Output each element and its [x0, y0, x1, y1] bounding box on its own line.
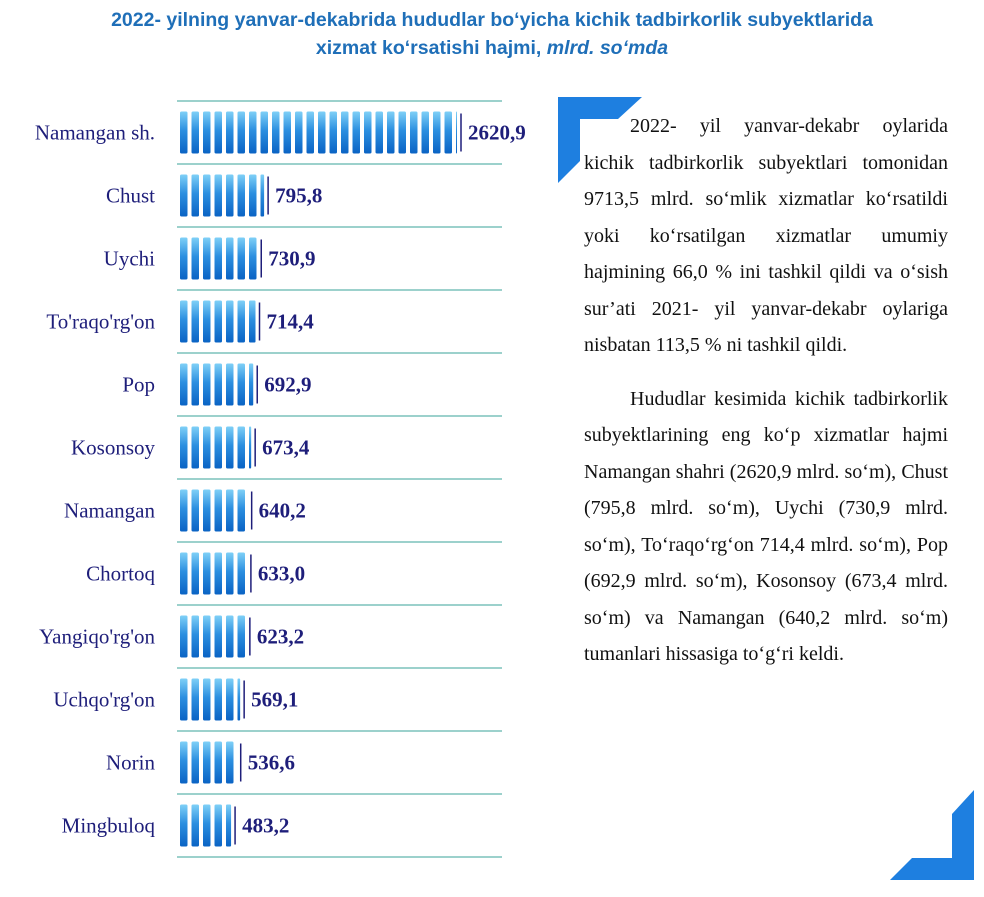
bar-segment [180, 427, 188, 469]
bar-segment [192, 364, 200, 406]
category-label: To'raqo'rg'on [46, 309, 155, 334]
bar-segment [215, 742, 223, 784]
corner-accent-bottom-right [890, 790, 976, 882]
bar-segment [226, 238, 234, 280]
category-labels [35, 121, 156, 838]
bar-segment [307, 112, 315, 154]
value-label: 730,9 [268, 246, 316, 271]
bar-segment [180, 616, 188, 658]
bar [180, 238, 261, 280]
bar-segment [330, 112, 338, 154]
bar-segment [284, 112, 292, 154]
bar-segment [192, 238, 200, 280]
value-label: 623,2 [256, 624, 305, 649]
bar-segment [249, 301, 256, 343]
bar-segment [238, 175, 246, 217]
bar-segment [226, 616, 234, 658]
bar-segment [192, 427, 200, 469]
paragraph-regions: Hududlar kesimida kichik tadbirkorlik subyektlarining eng ko‘p xizmatlar hajmi Namangan shahri (2620,9 mlrd. so‘m), Chust (795,8 mlrd. so‘m), Uychi (730,9 mlrd. so‘m), To‘raqo‘rg‘on 714,4 mlrd. so‘m), Pop (692,9 mlrd. so‘m), Kosonsoy (673,4 mlrd. so‘m) va Namangan (640,2 mlrd. so‘m) tumanlari hissasiga to‘g‘ri keldi. [584, 387, 948, 665]
bar-segment [215, 553, 223, 595]
value-label: 673,4 [262, 435, 310, 460]
bar-segment [180, 175, 188, 217]
bar-segment [180, 805, 188, 847]
bar-segment [203, 616, 211, 658]
bar-segment [215, 679, 223, 721]
value-label: 2620,9 [468, 120, 526, 145]
bar [180, 679, 244, 721]
bar-segment [192, 679, 200, 721]
bar-segment [215, 427, 223, 469]
value-label: 536,6 [247, 750, 295, 775]
paragraph-summary: 2022- yil yanvar-dekabr oylarida kichik tadbirkorlik subyektlari tomonidan 9713,5 mlrd. so‘mlik xizmatlar ko‘rsatildi yoki ko‘rsatilgan xizmatlar umumiy hajmining 66,0 % ini tashkil qildi va o‘sish sur’ati 2021- yil yanvar-dekabr oylariga nisbatan 113,5 % ni tashkil qildi. [584, 115, 948, 356]
bar-segment [203, 175, 211, 217]
bar [180, 616, 250, 658]
bar [180, 742, 241, 784]
bar-segment [238, 364, 246, 406]
bar-segment [203, 553, 211, 595]
title-unit: mlrd. so‘mda [546, 37, 669, 59]
bar-segment [261, 112, 269, 154]
bar-segment [226, 364, 234, 406]
bar-segment [203, 301, 211, 343]
bar-segment [226, 553, 234, 595]
bar-segment [226, 301, 234, 343]
bar-segment [249, 175, 257, 217]
bar-segment [261, 175, 265, 217]
bar-segment [215, 112, 223, 154]
bar-segment [180, 679, 188, 721]
bar-segment [272, 112, 280, 154]
category-label: Namangan sh. [34, 120, 155, 145]
bar-segment [238, 679, 241, 721]
category-label: Chortoq [86, 561, 155, 586]
bar-segment [387, 112, 395, 154]
bar-segment [249, 112, 257, 154]
bar-segment [215, 805, 223, 847]
bar-segment [226, 805, 231, 847]
bar-segment [318, 112, 326, 154]
bar-segment [203, 805, 211, 847]
bar-segment [215, 238, 223, 280]
bar-segment [238, 616, 246, 658]
bar-segment [341, 112, 349, 154]
bar-segment [203, 679, 211, 721]
bar-segment [353, 112, 361, 154]
bar-segment [249, 364, 253, 406]
bar-segment [238, 238, 246, 280]
bar-segment [203, 112, 211, 154]
bar-segment [215, 364, 223, 406]
bar-segment [215, 301, 223, 343]
bar-segment [180, 490, 188, 532]
category-label: Norin [106, 750, 155, 775]
bar-segment [180, 364, 188, 406]
bar-segment [192, 490, 200, 532]
bar-segment [215, 175, 223, 217]
bar-segment [203, 364, 211, 406]
bar-segment [180, 238, 188, 280]
description-text [584, 108, 948, 673]
bar-segment [238, 490, 246, 532]
bar-segment [226, 112, 234, 154]
category-label: Chust [105, 183, 155, 208]
title-line-1: 2022- yilning yanvar-dekabrida hududlar bo‘yicha kichik tadbirkorlik subyektlarida [111, 9, 873, 31]
category-label: Pop [122, 372, 155, 397]
bar-segment [203, 490, 211, 532]
category-label: Kosonsoy [70, 435, 155, 460]
value-label: 795,8 [275, 183, 323, 208]
bar-segment [203, 427, 211, 469]
bar-segment [364, 112, 372, 154]
bar-segment [192, 175, 200, 217]
bar-segment [226, 175, 234, 217]
bar-segment [295, 112, 303, 154]
value-label: 640,2 [258, 498, 306, 523]
bar-segment [445, 112, 453, 154]
bar-segment [180, 742, 188, 784]
bar-segment [192, 616, 200, 658]
bar [180, 112, 461, 154]
bar-segment [422, 112, 430, 154]
bar-segment [376, 112, 384, 154]
bar [180, 364, 257, 406]
title-line-2-text: xizmat ko‘rsatishi hajmi, [315, 37, 547, 59]
value-label: 633,0 [257, 561, 306, 586]
bar-segment [215, 616, 223, 658]
bar-segment [433, 112, 441, 154]
bar-segment [226, 679, 234, 721]
bar-segment [192, 805, 200, 847]
bar [180, 301, 260, 343]
bar [180, 175, 268, 217]
bar-segment [180, 553, 188, 595]
bar-segment [410, 112, 418, 154]
bar-segment [192, 301, 200, 343]
bar-segment [399, 112, 407, 154]
bar-segment [238, 427, 246, 469]
bar-segment [226, 490, 234, 532]
value-label: 714,4 [266, 309, 314, 334]
bar-segment [203, 742, 211, 784]
bar [180, 805, 235, 847]
bar-segment [192, 553, 200, 595]
bar-segment [249, 427, 251, 469]
value-label: 569,1 [251, 687, 299, 712]
bar-segment [226, 742, 234, 784]
bar-segment [180, 301, 188, 343]
category-label: Uychi [103, 246, 155, 271]
bar-segment [180, 112, 188, 154]
category-label: Mingbuloq [61, 813, 155, 838]
bar-segment [456, 112, 457, 154]
category-label: Yangiqo'rg'on [39, 624, 155, 649]
bar-segment [192, 742, 200, 784]
bar-segment [238, 553, 246, 595]
bar [180, 490, 252, 532]
category-label: Namangan [64, 498, 155, 523]
bar [180, 427, 255, 469]
value-label: 692,9 [264, 372, 312, 397]
bar [180, 553, 251, 595]
category-label: Uchqo'rg'on [53, 687, 155, 712]
bar-segment [249, 238, 257, 280]
bar-segment [215, 490, 223, 532]
bar-segment [238, 112, 246, 154]
value-label: 483,2 [242, 813, 290, 838]
bar-segment [226, 427, 234, 469]
bar-segment [238, 301, 246, 343]
bar-segment [203, 238, 211, 280]
bar-segment [192, 112, 200, 154]
gridlines [177, 101, 502, 857]
